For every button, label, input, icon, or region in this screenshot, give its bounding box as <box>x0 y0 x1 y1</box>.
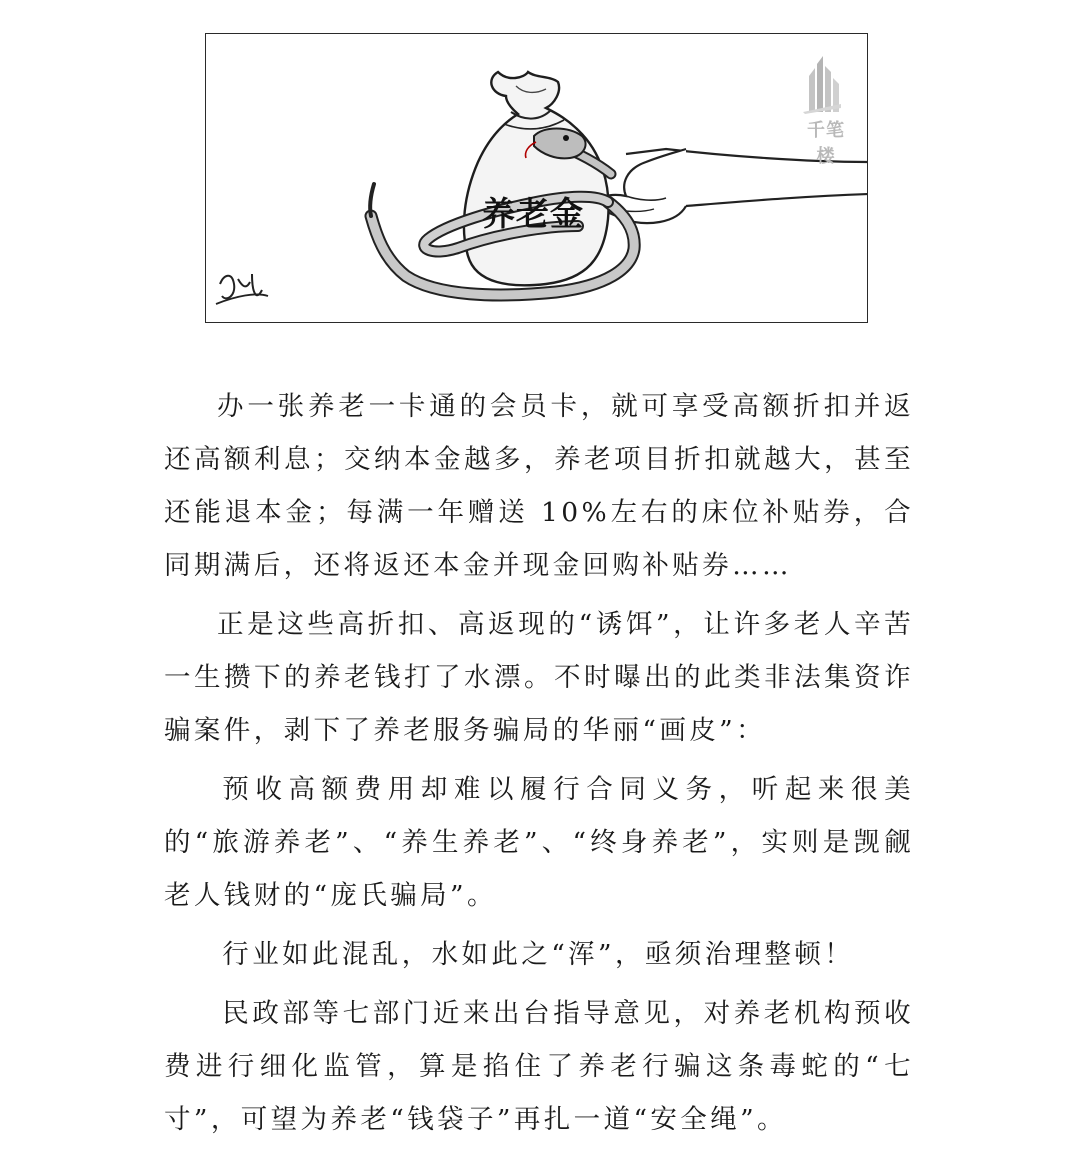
article-body <box>164 380 914 1152</box>
paragraph-4: 行业如此混乱，水如此之“浑”，亟须治理整顿！ <box>222 939 855 970</box>
bag-label: 养老金 <box>482 194 584 233</box>
paragraph-3: 预收高额费用却难以履行合同义务，听起来很美的“旅游养老”、“养生养老”、“终身养老”，实则是觊觎老人钱财的“庞氏骗局”。 <box>164 774 914 911</box>
cartoon-drawing <box>206 34 868 323</box>
paragraph-1: 办一张养老一卡通的会员卡，就可享受高额折扣并返还高额利息；交纳本金越多，养老项目折扣就越大，甚至还能退本金；每满一年赠送 10%左右的床位补贴券，合同期满后，还将返还本金并现金回购补贴券…… <box>164 391 914 581</box>
paragraph-2: 正是这些高折扣、高返现的“诱饵”，让许多老人辛苦一生攒下的养老钱打了水漂。不时曝出的此类非法集资诈骗案件，剥下了养老服务骗局的华丽“画皮”： <box>164 609 914 746</box>
watermark-logo <box>799 54 853 168</box>
building-icon <box>799 54 845 114</box>
watermark-text: 千笔楼 <box>807 120 845 167</box>
cartoon-illustration <box>205 33 868 323</box>
paragraph-5: 民政部等七部门近来出台指导意见，对养老机构预收费进行细化监管，算是掐住了养老行骗这条毒蛇的“七寸”，可望为养老“钱袋子”再扎一道“安全绳”。 <box>164 998 914 1135</box>
